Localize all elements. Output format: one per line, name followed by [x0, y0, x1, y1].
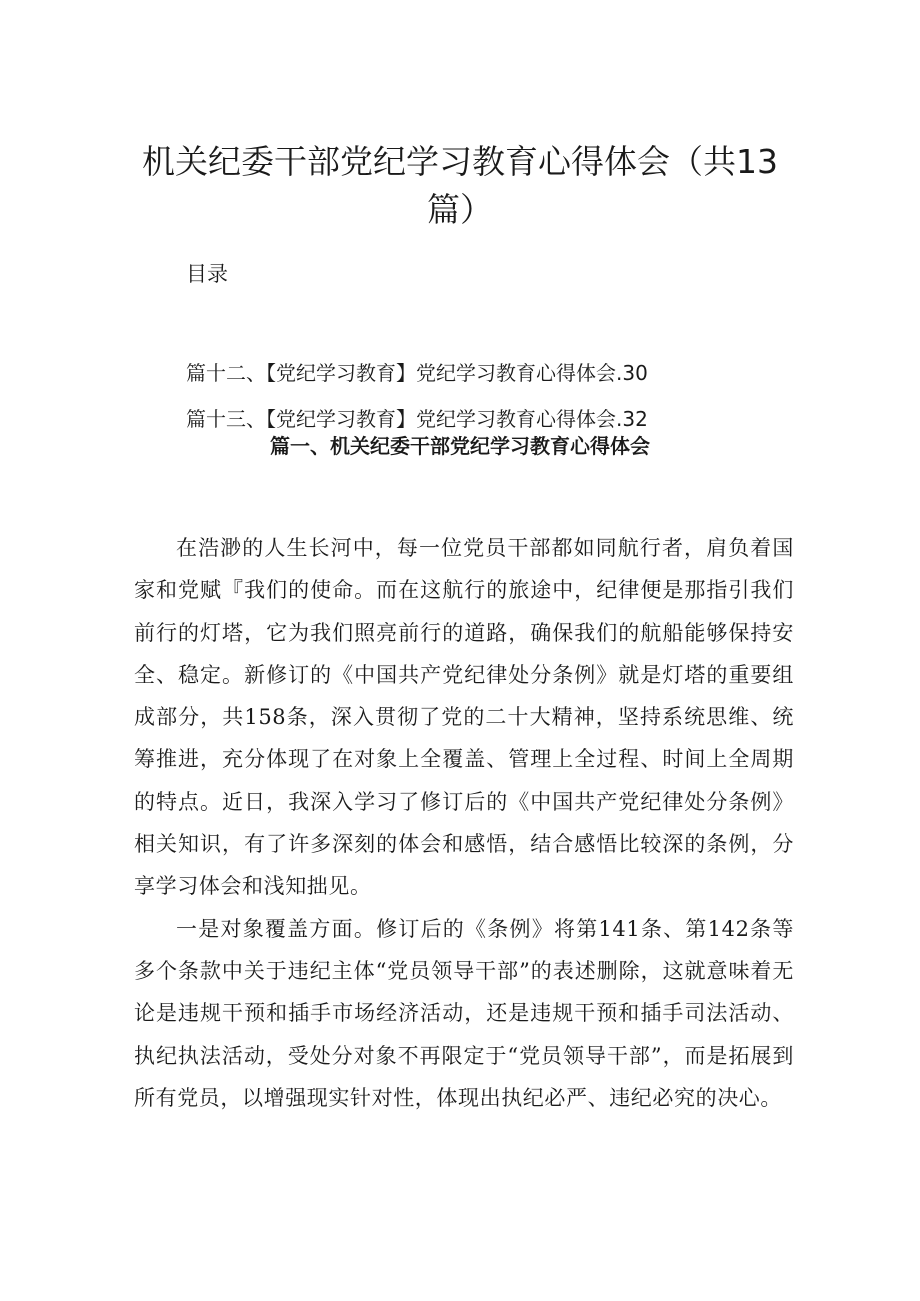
toc-item-12[interactable]: 篇十二、【党纪学习教育】党纪学习教育心得体会.30: [186, 361, 648, 385]
paragraph: 一是对象覆盖方面。修订后的《条例》将第141条、第142条等多个条款中关于违纪主体“党员领导干部”的表述删除，这就意味着无论是违规干预和插手市场经济活动，还是违规干预和插手司法活动、执纪执法活动，受处分对象不再限定于“党员领导干部”，而是拓展到所有党员，以增强现实针对性，体现出执纪必严、违纪必究的决心。: [134, 916, 794, 1110]
toc-item-13[interactable]: 篇十三、【党纪学习教育】党纪学习教育心得体会.32: [186, 407, 648, 431]
document-title: 机关纪委干部党纪学习教育心得体会（共13篇）: [142, 142, 778, 229]
toc-heading: 目录: [186, 262, 228, 286]
paragraph: 在浩渺的人生长河中，每一位党员干部都如同航行者，肩负着国家和党赋『我们的使命。而在这航行的旅途中，纪律便是那指引我们前行的灯塔，它为我们照亮前行的道路，确保我们的航船能够保持安全、稳定。新修订的《中国共产党纪律处分条例》就是灯塔的重要组成部分，共158条，深入贯彻了党的二十大精神，坚持系统思维、统筹推进，充分体现了在对象上全覆盖、管理上全过程、时间上全周期的特点。近日，我深入学习了修订后的《中国共产党纪律处分条例》相关知识，有了许多深刻的体会和感悟，结合感悟比较深的条例，分享学习体会和浅知拙见。: [134, 536, 794, 899]
body-text: [134, 527, 794, 1119]
section-heading: 篇一、机关纪委干部党纪学习教育心得体会: [270, 434, 650, 458]
toc-list: [186, 350, 648, 442]
